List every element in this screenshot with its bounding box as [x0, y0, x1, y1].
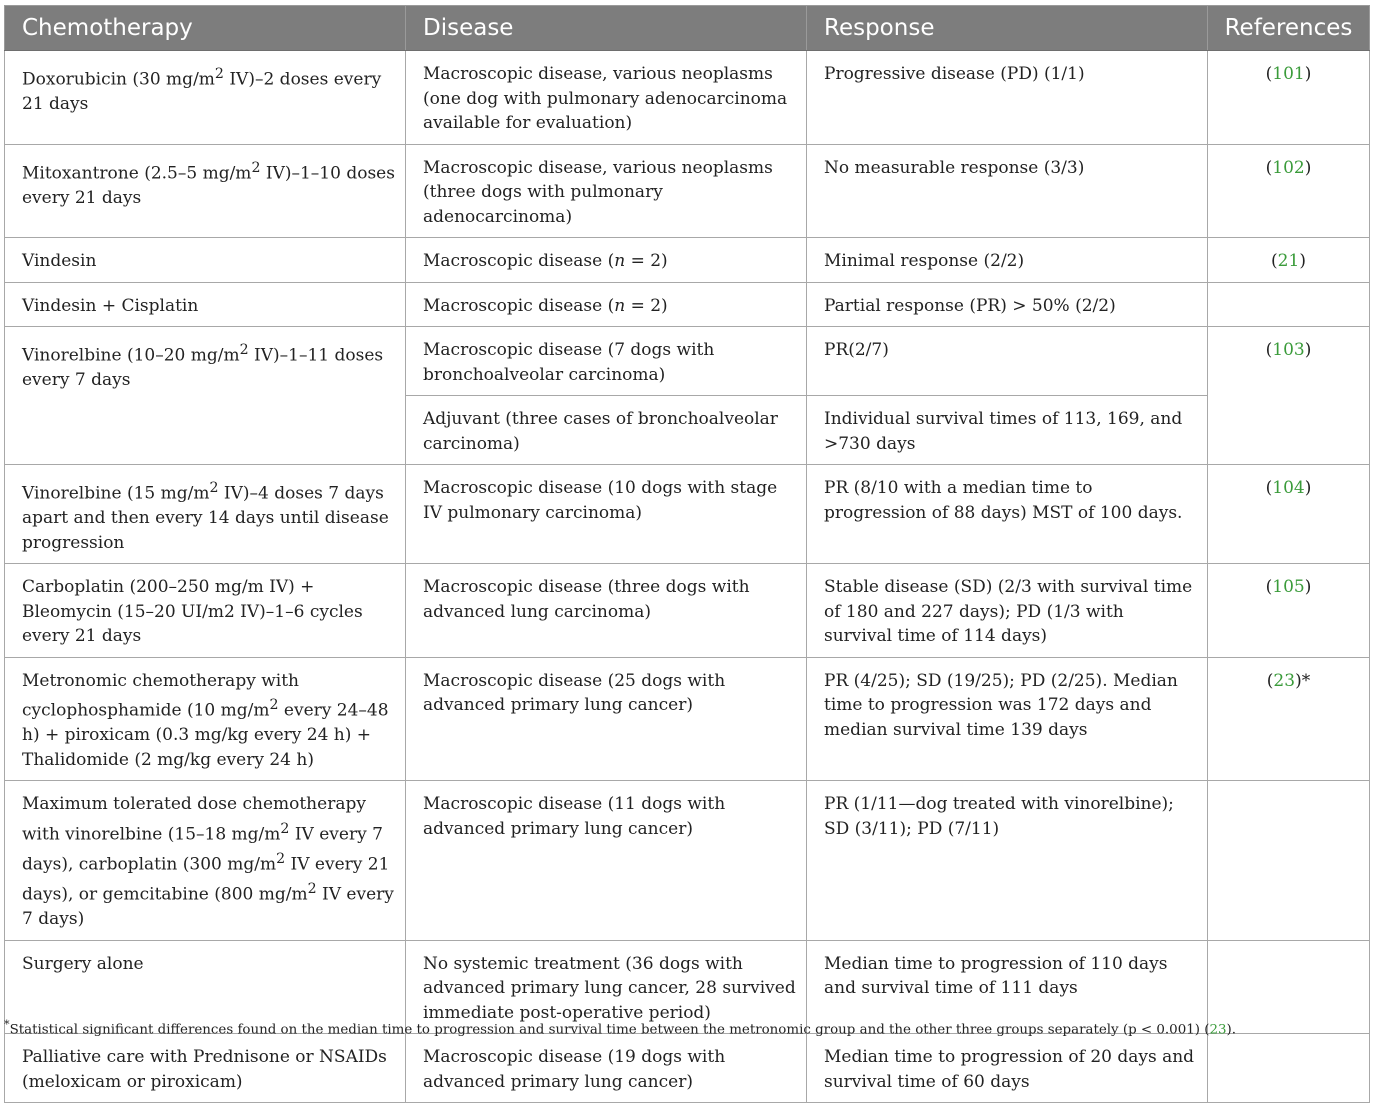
chemotherapy-cell: Maximum tolerated dose chemotherapy with vinorelbine (15–18 $mg/m^2$ IV every 7 days), carboplatin (300 $mg/m^2$ IV every 21 days), or gemcitabine (800 $mg/m^2$ IV every 7 days): [5, 781, 406, 940]
reference-cell: (101): [1208, 51, 1370, 145]
chemotherapy-cell: Surgery alone: [5, 940, 406, 1034]
reference-link[interactable]: 105: [1272, 577, 1305, 598]
table-row: [5, 1034, 1370, 1103]
disease-cell: Macroscopic disease (11 dogs with advanced primary lung cancer): [406, 781, 807, 940]
footnote-reference-link[interactable]: 23: [1209, 1022, 1227, 1038]
disease-cell: Macroscopic disease (n = 2): [406, 238, 807, 283]
chemotherapy-cell: Metronomic chemotherapy with cyclophosphamide (10 $mg/m^2$ every 24–48 h) + piroxicam (0.3 mg/kg every 24 h) + Thalidomide (2 mg/kg every 24 h): [5, 657, 406, 781]
table-row: [5, 327, 1370, 396]
response-cell: Median time to progression of 20 days and survival time of 60 days: [807, 1034, 1208, 1103]
disease-cell: Macroscopic disease, various neoplasms (three dogs with pulmonary adenocarcinoma): [406, 144, 807, 238]
chemotherapy-cell: Vinorelbine (15 $mg/m^2$ IV)–4 doses 7 days apart and then every 14 days until disease progression: [5, 465, 406, 564]
table-row: [5, 238, 1370, 283]
response-cell: Progressive disease (PD) (1/1): [807, 51, 1208, 145]
reference-link[interactable]: 101: [1272, 64, 1305, 84]
disease-cell: Macroscopic disease (7 dogs with bronchoalveolar carcinoma): [406, 327, 807, 396]
reference-cell: [1208, 282, 1370, 327]
disease-cell: Macroscopic disease (19 dogs with advanced primary lung cancer): [406, 1034, 807, 1103]
header-disease: Disease: [406, 6, 807, 51]
table-row: [5, 657, 1370, 781]
reference-cell: [1208, 781, 1370, 940]
response-cell: Individual survival times of 113, 169, and >730 days: [807, 396, 1208, 465]
chemotherapy-cell: Doxorubicin (30 $mg/m^2$ IV)–2 doses every 21 days: [5, 51, 406, 145]
reference-cell: (104): [1208, 465, 1370, 564]
table-row: [5, 144, 1370, 238]
reference-cell: (21): [1208, 238, 1370, 283]
disease-cell: Macroscopic disease (n = 2): [406, 282, 807, 327]
table-row: [5, 51, 1370, 145]
reference-cell: (23)*: [1208, 657, 1370, 781]
chemotherapy-cell: Mitoxantrone (2.5–5 $mg/m^2$ IV)–1–10 doses every 21 days: [5, 144, 406, 238]
disease-cell: Macroscopic disease (25 dogs with advanced primary lung cancer): [406, 657, 807, 781]
header-references: References: [1208, 6, 1370, 51]
table-row: [5, 465, 1370, 564]
table-row: [5, 282, 1370, 327]
footnote-marker: *: [4, 1018, 10, 1031]
disease-cell: Macroscopic disease (10 dogs with stage IV pulmonary carcinoma): [406, 465, 807, 564]
table-row: [5, 564, 1370, 658]
footnote-text: Statistical significant differences found on the median time to progression and survival time between the metronomic group and the other three groups separately (p < 0.001) (: [9, 1022, 1210, 1038]
response-cell: Partial response (PR) > 50% (2/2): [807, 282, 1208, 327]
table-row: [5, 781, 1370, 940]
chemotherapy-cell: Vinorelbine (10–20 $mg/m^2$ IV)–1–11 doses every 7 days: [5, 327, 406, 465]
header-row: [5, 6, 1370, 51]
response-cell: PR(2/7): [807, 327, 1208, 396]
chemotherapy-cell: Vindesin + Cisplatin: [5, 282, 406, 327]
chemotherapy-table: [4, 5, 1370, 1103]
reference-link[interactable]: 21: [1277, 251, 1300, 271]
reference-cell: (105): [1208, 564, 1370, 658]
response-cell: PR (8/10 with a median time to progression of 88 days) MST of 100 days.: [807, 465, 1208, 564]
header-response: Response: [807, 6, 1208, 51]
response-cell: Stable disease (SD) (2/3 with survival time of 180 and 227 days); PD (1/3 with survival time of 114 days): [807, 564, 1208, 658]
response-cell: Minimal response (2/2): [807, 238, 1208, 283]
chemotherapy-cell: Vindesin: [5, 238, 406, 283]
response-cell: Median time to progression of 110 days and survival time of 111 days: [807, 940, 1208, 1034]
table-footnote: *Statistical significant differences found on the median time to progression and survival time between the metronomic group and the other three groups separately (p < 0.001) (23).: [4, 1018, 1236, 1038]
reference-link[interactable]: 103: [1272, 340, 1305, 360]
reference-link[interactable]: 102: [1272, 157, 1305, 178]
disease-cell: Adjuvant (three cases of bronchoalveolar carcinoma): [406, 396, 807, 465]
header-chemotherapy: Chemotherapy: [5, 6, 406, 51]
disease-cell: Macroscopic disease (three dogs with advanced lung carcinoma): [406, 564, 807, 658]
reference-cell: (103): [1208, 327, 1370, 465]
chemotherapy-cell: Carboplatin (200–250 mg/m IV) + Bleomycin (15–20 UI/m2 IV)–1–6 cycles every 21 days: [5, 564, 406, 658]
response-cell: No measurable response (3/3): [807, 144, 1208, 238]
response-cell: PR (4/25); SD (19/25); PD (2/25). Median time to progression was 172 days and median survival time 139 days: [807, 657, 1208, 781]
reference-link[interactable]: 104: [1272, 478, 1305, 498]
disease-cell: No systemic treatment (36 dogs with advanced primary lung cancer, 28 survived immediate post-operative period): [406, 940, 807, 1034]
reference-cell: [1208, 1034, 1370, 1103]
response-cell: PR (1/11—dog treated with vinorelbine); SD (3/11); PD (7/11): [807, 781, 1208, 940]
chemotherapy-cell: Palliative care with Prednisone or NSAIDs (meloxicam or piroxicam): [5, 1034, 406, 1103]
reference-link[interactable]: 23: [1273, 670, 1296, 691]
reference-cell: (102): [1208, 144, 1370, 238]
disease-cell: Macroscopic disease, various neoplasms (one dog with pulmonary adenocarcinoma available for evaluation): [406, 51, 807, 145]
